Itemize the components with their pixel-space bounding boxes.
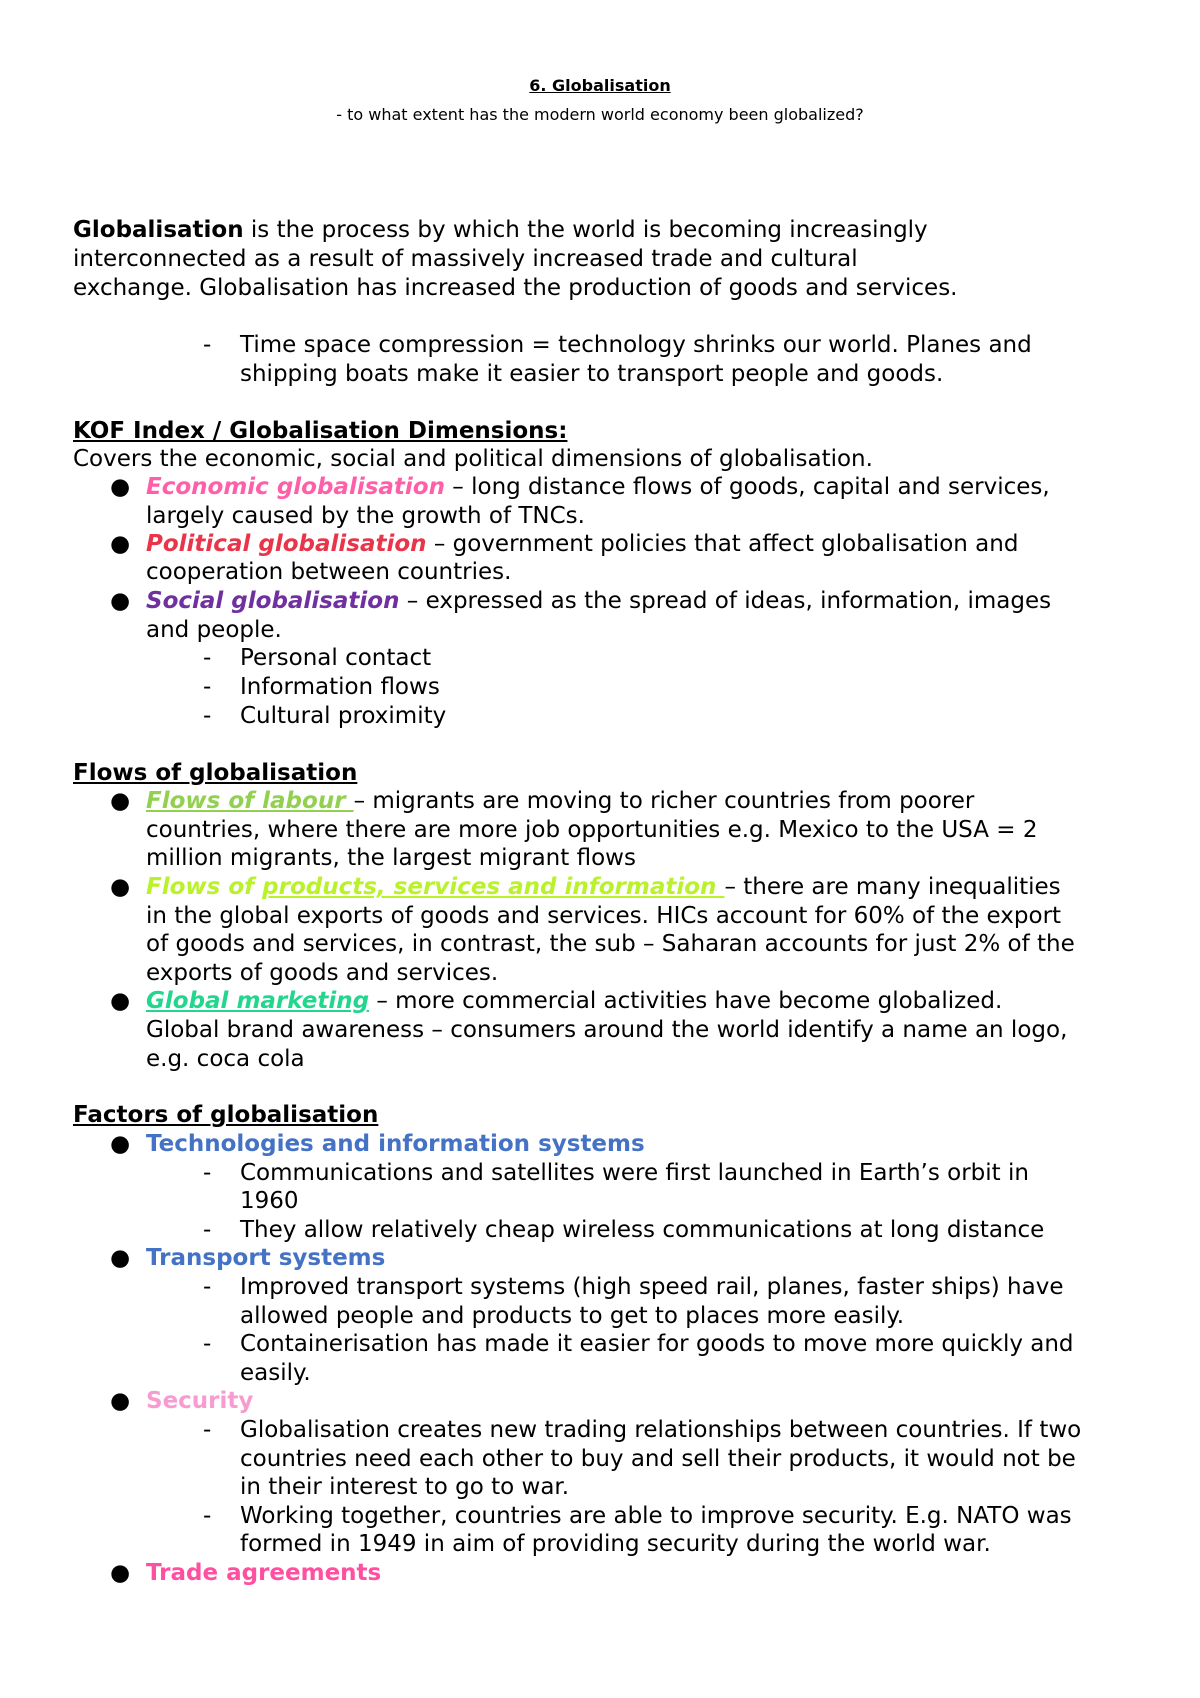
factor-transport-title: Transport systems	[146, 1245, 386, 1271]
factor-tech-detail-1-line-2: 1960	[240, 1188, 299, 1214]
time-space-line-2: shipping boats make it easier to transport people and goods.	[240, 361, 944, 387]
intro-line-2: interconnected as a result of massively increased trade and cultural	[73, 246, 858, 272]
political-text: – government policies that affect globalisation and	[426, 531, 1019, 557]
kof-economic-line-2: largely caused by the growth of TNCs.	[146, 503, 585, 529]
factor-security-detail-1-line-2: countries need each other to buy and sell their products, it would not be	[240, 1446, 1076, 1472]
kof-political-line-2: cooperation between countries.	[146, 559, 512, 585]
dash-icon: -	[203, 1331, 212, 1357]
page-title: 6. Globalisation	[529, 76, 671, 95]
intro-term: Globalisation	[73, 217, 244, 243]
page-subtitle: - to what extent has the modern world economy been globalized?	[336, 105, 864, 124]
social-text: – expressed as the spread of ideas, information, images	[399, 588, 1052, 614]
flows-products-line-3: of goods and services, in contrast, the sub – Saharan accounts for just 2% of the	[146, 931, 1075, 957]
flows-products-line-2: in the global exports of goods and services. HICs account for 60% of the export	[146, 903, 1062, 929]
factor-trade-title: Trade agreements	[146, 1560, 382, 1586]
kof-heading: KOF Index / Globalisation Dimensions:	[73, 418, 568, 444]
factor-tech-detail-1-line-1: Communications and satellites were first launched in Earth’s orbit in	[240, 1160, 1029, 1186]
economic-text: – long distance flows of goods, capital and services,	[444, 474, 1050, 500]
factors-heading: Factors of globalisation	[73, 1102, 379, 1128]
bullet-dot-icon: ●	[110, 1560, 131, 1586]
social-term: Social globalisation	[146, 588, 400, 614]
bullet-dot-icon: ●	[110, 474, 131, 500]
flows-marketing-line-1	[146, 987, 1002, 1016]
sub-item-personal-contact: Personal contact	[240, 645, 432, 671]
time-space-line-1: Time space compression = technology shrinks our world. Planes and	[240, 332, 1032, 358]
factor-tech-detail-2: They allow relatively cheap wireless communications at long distance	[240, 1217, 1045, 1243]
flows-heading: Flows of globalisation	[73, 760, 358, 786]
flows-labour-line-3: million migrants, the largest migrant flows	[146, 845, 636, 871]
dash-icon: -	[203, 332, 212, 358]
factor-security-detail-1-line-3: in their interest to go to war.	[240, 1474, 570, 1500]
kof-economic-line-1	[146, 473, 1050, 502]
sub-item-information-flows: Information flows	[240, 674, 440, 700]
bullet-dot-icon: ●	[110, 874, 131, 900]
bullet-dot-icon: ●	[110, 588, 131, 614]
economic-term: Economic globalisation	[146, 474, 445, 500]
flows-products-line-1	[146, 873, 1061, 902]
dash-icon: -	[203, 645, 212, 671]
factor-security-title: Security	[146, 1388, 254, 1414]
bullet-dot-icon: ●	[110, 1131, 131, 1157]
factor-transport-detail-1-line-2: allowed people and products to get to places more easily.	[240, 1303, 905, 1329]
dash-icon: -	[203, 703, 212, 729]
bullet-dot-icon: ●	[110, 988, 131, 1014]
factor-tech-title: Technologies and information systems	[146, 1131, 645, 1157]
kof-intro: Covers the economic, social and political dimensions of globalisation.	[73, 446, 873, 472]
factor-security-detail-2-line-2: formed in 1949 in aim of providing security during the world war.	[240, 1531, 991, 1557]
intro-line-3: exchange. Globalisation has increased the production of goods and services.	[73, 275, 958, 301]
factor-security-detail-2-line-1: Working together, countries are able to improve security. E.g. NATO was	[240, 1503, 1072, 1529]
labour-term: Flows of labour	[146, 788, 354, 814]
kof-social-line-2: and people.	[146, 617, 282, 643]
flows-marketing-line-2: Global brand awareness – consumers around the world identify a name an logo,	[146, 1017, 1068, 1043]
factor-transport-detail-1-line-1: Improved transport systems (high speed rail, planes, faster ships) have	[240, 1274, 1064, 1300]
flows-labour-line-2: countries, where there are more job opportunities e.g. Mexico to the USA = 2	[146, 817, 1038, 843]
dash-icon: -	[203, 1274, 212, 1300]
bullet-dot-icon: ●	[110, 1245, 131, 1271]
dash-icon: -	[203, 1417, 212, 1443]
products-term-b: products, services and information	[262, 874, 725, 900]
intro-text: is the process by which the world is becoming increasingly	[243, 217, 928, 243]
kof-political-line-1	[146, 530, 1018, 559]
kof-social-line-1	[146, 587, 1051, 616]
bullet-dot-icon: ●	[110, 1388, 131, 1414]
marketing-text: – more commercial activities have become globalized.	[369, 988, 1003, 1014]
political-term: Political globalisation	[146, 531, 427, 557]
flows-products-line-4: exports of goods and services.	[146, 960, 499, 986]
factor-transport-detail-2-line-2: easily.	[240, 1360, 311, 1386]
sub-item-cultural-proximity: Cultural proximity	[240, 703, 447, 729]
flows-labour-line-1	[146, 787, 974, 816]
bullet-dot-icon: ●	[110, 531, 131, 557]
intro-line-1	[73, 216, 928, 245]
flows-marketing-line-3: e.g. coca cola	[146, 1046, 305, 1072]
dash-icon: -	[203, 1503, 212, 1529]
labour-text: – migrants are moving to richer countries from poorer	[353, 788, 975, 814]
factor-security-detail-1-line-1: Globalisation creates new trading relationships between countries. If two	[240, 1417, 1082, 1443]
products-text: – there are many inequalities	[724, 874, 1061, 900]
factor-transport-detail-2-line-1: Containerisation has made it easier for goods to move more quickly and	[240, 1331, 1074, 1357]
marketing-term: Global marketing	[146, 988, 370, 1014]
bullet-dot-icon: ●	[110, 788, 131, 814]
dash-icon: -	[203, 1217, 212, 1243]
dash-icon: -	[203, 1160, 212, 1186]
dash-icon: -	[203, 674, 212, 700]
products-term-a: Flows of	[146, 874, 263, 900]
